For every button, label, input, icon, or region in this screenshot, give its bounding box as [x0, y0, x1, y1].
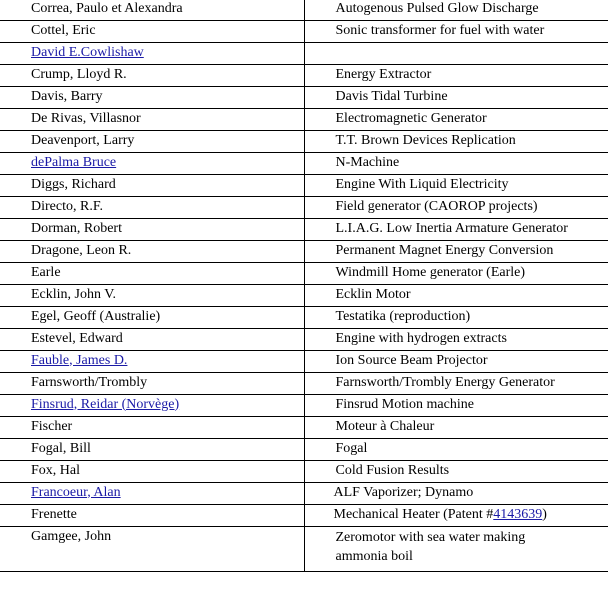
inventor-name: Earle [0, 262, 304, 284]
invention-description: Farnsworth/Trombly Energy Generator [304, 372, 608, 394]
inventor-name-link[interactable]: Fauble, James D. [31, 352, 128, 368]
inventor-name: Estevel, Edward [0, 328, 304, 350]
inventor-name-cell [0, 42, 304, 64]
inventor-name-link[interactable]: Finsrud, Reidar (Norvège) [31, 396, 180, 412]
invention-description: ALF Vaporizer; Dynamo [304, 482, 608, 504]
invention-description: Davis Tidal Turbine [304, 86, 608, 108]
inventor-name-link[interactable]: Francoeur, Alan [31, 484, 121, 500]
inventor-name: Fischer [0, 416, 304, 438]
inventor-name: Dorman, Robert [0, 218, 304, 240]
table-row [0, 86, 608, 108]
table-row [0, 218, 608, 240]
inventor-name-cell [0, 482, 304, 504]
inventor-name: Gamgee, John [0, 526, 304, 571]
table-row [0, 416, 608, 438]
table-row [0, 482, 608, 504]
invention-description: Testatika (reproduction) [304, 306, 608, 328]
table-row [0, 262, 608, 284]
inventor-name: Directo, R.F. [0, 196, 304, 218]
invention-description: Sonic transformer for fuel with water [304, 20, 608, 42]
inventor-name-cell [0, 350, 304, 372]
table-row [0, 328, 608, 350]
table-row [0, 130, 608, 152]
table-row [0, 350, 608, 372]
invention-description: T.T. Brown Devices Replication [304, 130, 608, 152]
inventor-name: Crump, Lloyd R. [0, 64, 304, 86]
table-row [0, 174, 608, 196]
invention-description: Windmill Home generator (Earle) [304, 262, 608, 284]
table-row [0, 306, 608, 328]
inventor-name: Correa, Paulo et Alexandra [0, 0, 304, 20]
invention-description: Zeromotor with sea water making ammonia boil [304, 526, 608, 571]
table-row [0, 460, 608, 482]
inventor-name-link[interactable]: dePalma Bruce [31, 154, 117, 170]
inventor-name: Fogal, Bill [0, 438, 304, 460]
table-row [0, 240, 608, 262]
invention-description: N-Machine [304, 152, 608, 174]
invention-description [304, 42, 608, 64]
table-row [0, 394, 608, 416]
inventor-name: Cottel, Eric [0, 20, 304, 42]
inventor-name: Farnsworth/Trombly [0, 372, 304, 394]
invention-description-cell [304, 504, 608, 526]
table-row [0, 196, 608, 218]
invention-description-suffix: ) [542, 506, 547, 522]
invention-description: Finsrud Motion machine [304, 394, 608, 416]
inventor-name: Diggs, Richard [0, 174, 304, 196]
table-row [0, 42, 608, 64]
inventor-name-cell [0, 394, 304, 416]
inventor-name: Ecklin, John V. [0, 284, 304, 306]
patent-number-link[interactable]: 4143639 [493, 506, 543, 522]
invention-description: L.I.A.G. Low Inertia Armature Generator [304, 218, 608, 240]
invention-description: Autogenous Pulsed Glow Discharge [304, 0, 608, 20]
invention-description: Energy Extractor [304, 64, 608, 86]
inventor-name: Dragone, Leon R. [0, 240, 304, 262]
table-row [0, 526, 608, 571]
invention-description: Field generator (CAOROP projects) [304, 196, 608, 218]
inventor-name: De Rivas, Villasnor [0, 108, 304, 130]
inventor-name-link[interactable]: David E.Cowlishaw [31, 44, 144, 60]
invention-description: Cold Fusion Results [304, 460, 608, 482]
inventor-name: Deavenport, Larry [0, 130, 304, 152]
inventor-name: Fox, Hal [0, 460, 304, 482]
invention-description-prefix: Mechanical Heater (Patent # [333, 506, 494, 522]
invention-description: Permanent Magnet Energy Conversion [304, 240, 608, 262]
table-row [0, 504, 608, 526]
invention-description: Electromagnetic Generator [304, 108, 608, 130]
table-row [0, 152, 608, 174]
table-row [0, 64, 608, 86]
invention-description: Moteur à Chaleur [304, 416, 608, 438]
inventor-name-cell [0, 152, 304, 174]
table-row [0, 20, 608, 42]
invention-description: Fogal [304, 438, 608, 460]
invention-description: Ion Source Beam Projector [304, 350, 608, 372]
inventor-name: Egel, Geoff (Australie) [0, 306, 304, 328]
invention-description: Ecklin Motor [304, 284, 608, 306]
table-row [0, 438, 608, 460]
table-row [0, 0, 608, 20]
table-row [0, 108, 608, 130]
inventor-name: Davis, Barry [0, 86, 304, 108]
invention-description: Engine with hydrogen extracts [304, 328, 608, 350]
invention-description: Engine With Liquid Electricity [304, 174, 608, 196]
table-row [0, 284, 608, 306]
table-row [0, 372, 608, 394]
inventor-name: Frenette [0, 504, 304, 526]
